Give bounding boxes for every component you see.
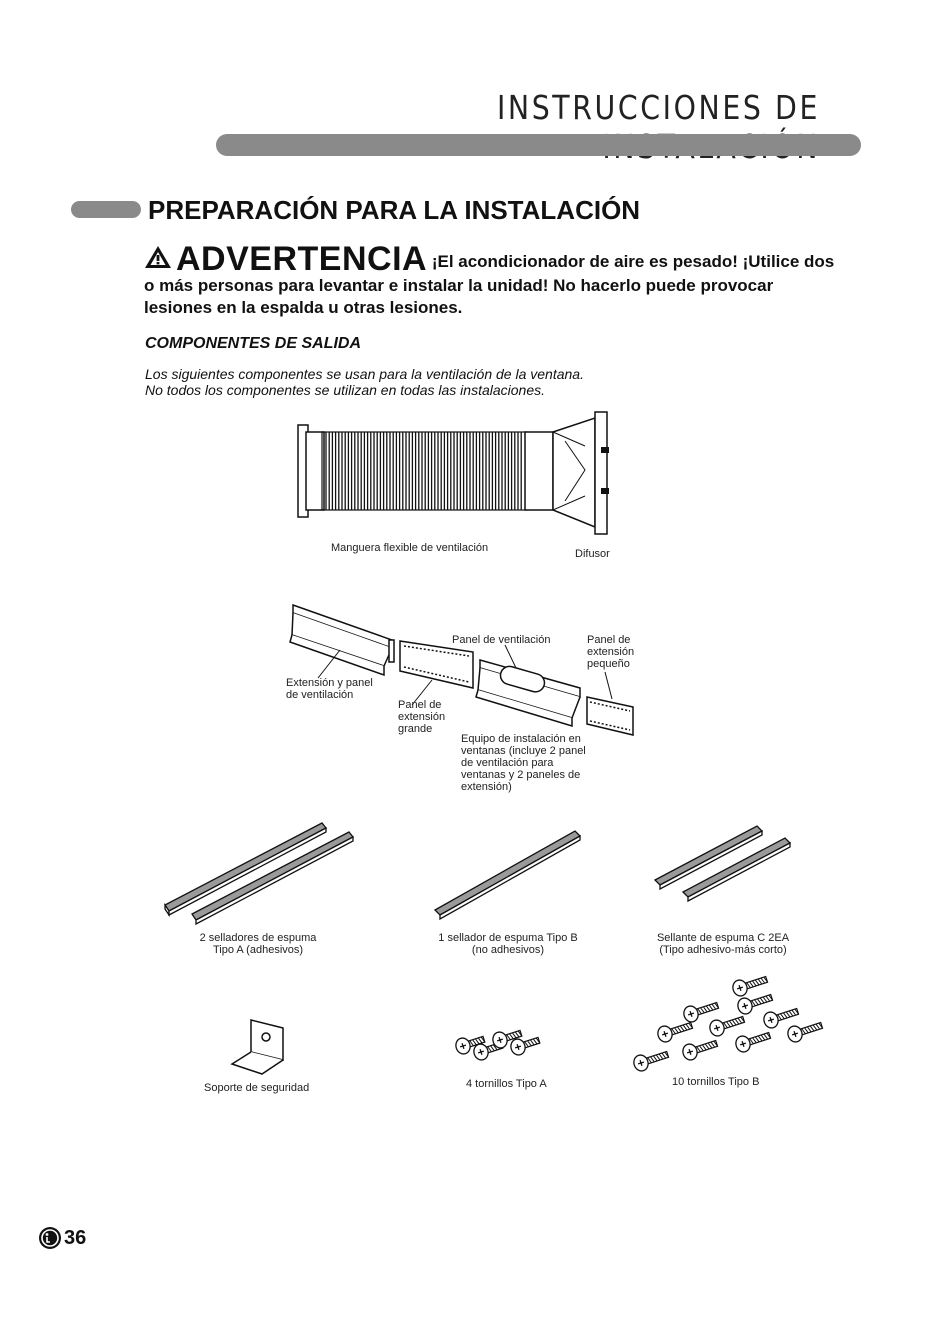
- label-foam-b: 1 sellador de espuma Tipo B (no adhesivos): [438, 932, 578, 956]
- label-ext-and-panel: Extensión y panel de ventilación: [286, 677, 373, 701]
- intro-line-2: No todos los componentes se utilizan en todas las instalaciones.: [145, 382, 546, 398]
- components-heading: COMPONENTES DE SALIDA: [145, 335, 362, 352]
- warning-text-rest: dos o más personas para levantar e instalar la unidad! No hacerlo puede provocar lesiones en la espalda u otras lesiones.: [144, 252, 835, 317]
- screws-type-b: [632, 972, 824, 1073]
- label-screws-b: 10 tornillos Tipo B: [672, 1076, 760, 1088]
- section-title: PREPARACIÓN PARA LA INSTALACIÓN: [148, 195, 641, 225]
- label-foam-a: 2 selladores de espuma Tipo A (adhesivos): [199, 932, 317, 956]
- safety-bracket: [232, 1020, 283, 1074]
- label-bracket: Soporte de seguridad: [204, 1082, 310, 1094]
- label-large-ext: Panel de extensión grande: [398, 699, 446, 735]
- intro-line-1: Los siguientes componentes se usan para la ventilación de la ventana.: [145, 366, 584, 382]
- label-vent-panel: Panel de ventilación: [452, 634, 551, 646]
- label-foam-c: Sellante de espuma C 2EA (Tipo adhesivo-más corto): [656, 932, 790, 956]
- label-small-ext: Panel de extensión pequeño: [587, 634, 635, 670]
- label-window-kit: Equipo de instalación en ventanas (incluye 2 panel de ventilación para ventanas y 2 paneles de extensión): [461, 733, 586, 793]
- label-diffuser: Difusor: [575, 548, 610, 560]
- page-number: 36: [64, 1226, 87, 1249]
- warning-word: ADVERTENCIA: [176, 240, 428, 278]
- page-footer: [38, 1226, 86, 1250]
- warning-text-first: ¡El acondicionador de aire es pesado! ¡Utilice: [431, 252, 800, 271]
- label-screws-a: 4 tornillos Tipo A: [466, 1078, 547, 1090]
- label-hose: Manguera flexible de ventilación: [331, 542, 489, 554]
- screws-type-a: [454, 1026, 542, 1062]
- header-title: INSTRUCCIONES DE: [496, 88, 820, 127]
- lg-logo-icon: [38, 1226, 62, 1250]
